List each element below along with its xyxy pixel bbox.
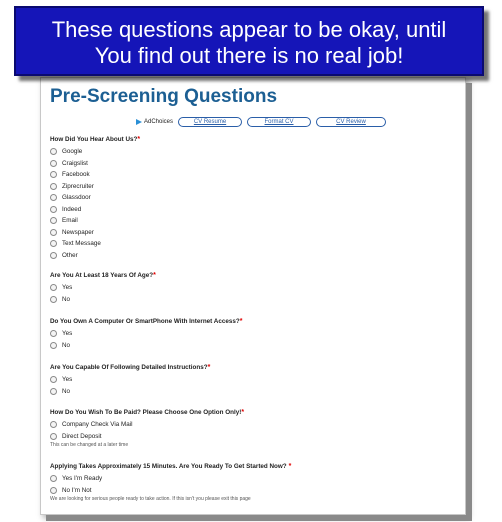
radio-button[interactable] [50,148,57,155]
required-marker: * [241,409,245,416]
required-marker: * [137,136,141,143]
payment-note: This can be changed at a later time [50,442,129,448]
question-label-age [50,272,156,279]
radio-option-computer-no[interactable] [50,342,70,349]
radio-option-text-message[interactable] [50,240,101,247]
caption-banner [14,6,484,76]
radio-button[interactable] [50,284,57,291]
radio-option-glassdoor[interactable] [50,194,91,201]
option-label: Email [62,217,78,224]
option-label: Glassdoor [62,194,91,201]
option-label: No [62,387,71,395]
radio-option-company-check[interactable] [50,421,133,428]
option-label: Facebook [62,171,90,178]
question-label-hear-about [50,136,140,143]
radio-button[interactable] [50,252,57,259]
radio-button[interactable] [50,296,57,303]
option-label: Yes [62,284,73,291]
option-label: Google [62,148,83,155]
adchoices-link[interactable] [136,119,173,125]
radio-button[interactable] [50,421,57,428]
radio-button[interactable] [50,342,57,349]
option-label: No [62,341,71,349]
radio-button[interactable] [50,330,57,337]
radio-option-facebook[interactable] [50,171,90,178]
question-text: Are You At Least 18 Years Of Age? [50,272,154,279]
required-marker: * [239,318,243,325]
option-label: Yes [62,376,73,383]
option-label: Text Message [62,240,101,247]
option-label: Ziprecruiter [62,182,94,190]
question-text: How Do You Wish To Be Paid? Please Choose One Option Only! [50,409,242,416]
radio-button[interactable] [50,206,57,213]
required-marker: * [207,364,211,371]
option-label: Yes I'm Ready [62,475,103,482]
option-label: Newspaper [62,228,94,236]
radio-button[interactable] [50,183,57,190]
radio-button[interactable] [50,240,57,247]
option-label: Company Check Via Mail [62,421,133,428]
ad-link-cv-review[interactable]: CV Review [316,117,386,127]
question-label-ready [50,463,291,470]
question-text: How Did You Hear About Us? [50,136,138,143]
radio-button[interactable] [50,194,57,201]
serious-people-note: We are looking for serious people ready to take action. If this isn't you please exit this page [50,496,251,502]
radio-option-ready-no[interactable] [50,487,92,494]
adchoices-label: AdChoices [144,118,174,125]
radio-option-newspaper[interactable] [50,229,94,236]
radio-option-instructions-yes[interactable] [50,376,72,383]
question-label-payment [50,409,244,416]
ad-link-format-cv[interactable]: Format CV [247,117,311,127]
required-marker: * [286,463,292,470]
radio-button[interactable] [50,229,57,236]
radio-option-age-no[interactable] [50,296,70,303]
radio-button[interactable] [50,160,57,167]
radio-button[interactable] [50,376,57,383]
radio-button[interactable] [50,433,57,440]
option-label: No [62,295,71,303]
option-label: Other [62,251,78,259]
radio-option-ready-yes[interactable] [50,475,102,482]
radio-option-age-yes[interactable] [50,284,72,291]
banner-line-2: You find out there is no real job! [94,43,404,68]
adchoices-icon [136,119,142,125]
radio-option-indeed[interactable] [50,206,81,213]
option-label: Indeed [62,205,82,213]
question-label-instructions [50,364,210,371]
question-text: Applying Takes Approximately 15 Minutes. Are You Ready To Get Started Now? [50,463,287,470]
question-text: Are You Capable Of Following Detailed Instructions? [50,364,208,371]
radio-option-other[interactable] [50,252,78,259]
radio-option-google[interactable] [50,148,82,155]
radio-option-instructions-no[interactable] [50,388,70,395]
question-label-computer [50,318,242,325]
radio-button[interactable] [50,487,57,494]
radio-button[interactable] [50,171,57,178]
option-label: No I'm Not [62,486,92,494]
radio-button[interactable] [50,475,57,482]
radio-button[interactable] [50,217,57,224]
option-label: Craigslist [62,159,88,167]
page-title: Pre-Screening Questions [50,86,278,107]
radio-button[interactable] [50,388,57,395]
banner-line-1: These questions appear to be okay, until [51,17,447,42]
radio-option-direct-deposit[interactable] [50,433,102,440]
required-marker: * [153,272,156,279]
radio-option-computer-yes[interactable] [50,330,72,337]
question-text: Do You Own A Computer Or SmartPhone With Internet Access? [50,318,240,325]
radio-option-ziprecruiter[interactable] [50,183,94,190]
option-label: Direct Deposit [62,432,102,440]
ad-bar [136,116,386,127]
option-label: Yes [62,330,73,337]
radio-option-email[interactable] [50,217,78,224]
radio-option-craigslist[interactable] [50,160,88,167]
ad-link-cv-resume[interactable]: CV Resume [178,117,242,127]
